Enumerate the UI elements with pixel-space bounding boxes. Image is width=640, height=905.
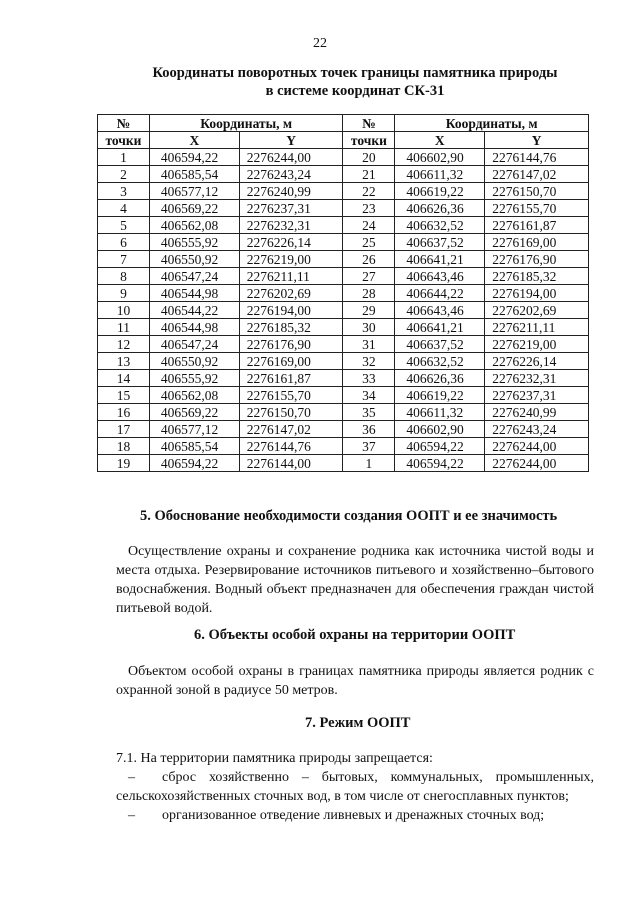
x-value: 406594,22 [149,149,239,166]
y-value: 2276161,87 [485,217,589,234]
x-value: 406594,22 [149,455,239,472]
table-row [98,319,589,336]
y-value: 2276237,31 [485,387,589,404]
x-value: 406544,22 [149,302,239,319]
y-value: 2276202,69 [239,285,343,302]
y-value: 2276237,31 [239,200,343,217]
y-value: 2276185,32 [239,319,343,336]
x-value: 406562,08 [149,387,239,404]
header-y: Y [485,132,589,149]
x-value: 406550,92 [149,251,239,268]
point-number: 8 [98,268,150,285]
list-item-text: сброс хозяйственно – бытовых, коммунальных, промышленных, сельскохозяйственных сточных вод, в том числе от снегосплавных пунктов; [116,770,594,804]
x-value: 406632,52 [395,353,485,370]
point-number: 16 [98,404,150,421]
table-row [98,370,589,387]
x-value: 406555,92 [149,370,239,387]
y-value: 2276211,11 [239,268,343,285]
x-value: 406550,92 [149,353,239,370]
x-value: 406602,90 [395,149,485,166]
table-row [98,421,589,438]
section-5-text: Осуществление охраны и сохранение родника как источника чистой воды и места отдыха. Резервирование источников питьевого и хозяйственно–бытового водоснабжения. Водный объект предназначен для обеспечения граждан чистой питьевой водой. [116,544,594,616]
x-value: 406562,08 [149,217,239,234]
header-x: X [395,132,485,149]
x-value: 406626,36 [395,200,485,217]
point-number: 24 [343,217,395,234]
x-value: 406632,52 [395,217,485,234]
point-number: 1 [98,149,150,166]
x-value: 406644,22 [395,285,485,302]
header-coords: Координаты, м [149,115,343,132]
table-row [98,404,589,421]
point-number: 3 [98,183,150,200]
y-value: 2276144,00 [239,455,343,472]
title-line-1: Координаты поворотных точек границы памятника природы [152,65,558,81]
x-value: 406643,46 [395,268,485,285]
y-value: 2276219,00 [239,251,343,268]
point-number: 34 [343,387,395,404]
section-6-text: Объектом особой охраны в границах памятника природы является родник с охранной зоной в радиусе 50 метров. [116,664,594,698]
table-row [98,234,589,251]
x-value: 406611,32 [395,166,485,183]
table-row [98,438,589,455]
section-7-intro-text: 7.1. На территории памятника природы запрещается: [116,751,433,766]
x-value: 406544,98 [149,319,239,336]
list-dash: – [128,770,135,785]
x-value: 406555,92 [149,234,239,251]
y-value: 2276202,69 [485,302,589,319]
table-header-row [98,115,589,132]
header-num: № [343,115,395,132]
table-row [98,251,589,268]
point-number: 11 [98,319,150,336]
y-value: 2276240,99 [239,183,343,200]
section-5-paragraph [116,542,594,618]
y-value: 2276155,70 [485,200,589,217]
y-value: 2276244,00 [239,149,343,166]
point-number: 28 [343,285,395,302]
section-6-heading: 6. Объекты особой охраны на территории ООПТ [194,627,516,643]
point-number: 25 [343,234,395,251]
y-value: 2276240,99 [485,404,589,421]
x-value: 406611,32 [395,404,485,421]
point-number: 37 [343,438,395,455]
table-row [98,387,589,404]
list-item [116,806,594,825]
table-row [98,302,589,319]
x-value: 406569,22 [149,200,239,217]
y-value: 2276244,00 [485,438,589,455]
point-number: 17 [98,421,150,438]
x-value: 406577,12 [149,421,239,438]
point-number: 7 [98,251,150,268]
point-number: 1 [343,455,395,472]
table-row [98,183,589,200]
header-num-sub: точки [343,132,395,149]
y-value: 2276155,70 [239,387,343,404]
list-item [116,768,594,806]
point-number: 4 [98,200,150,217]
y-value: 2276150,70 [239,404,343,421]
table-row [98,149,589,166]
point-number: 22 [343,183,395,200]
x-value: 406626,36 [395,370,485,387]
y-value: 2276232,31 [485,370,589,387]
x-value: 406619,22 [395,183,485,200]
header-num: № [98,115,150,132]
header-num-sub: точки [98,132,150,149]
x-value: 406643,46 [395,302,485,319]
section-7-intro [116,749,594,768]
x-value: 406637,52 [395,234,485,251]
page-number: 22 [313,36,327,51]
point-number: 2 [98,166,150,183]
point-number: 29 [343,302,395,319]
table-row [98,353,589,370]
y-value: 2276243,24 [239,166,343,183]
y-value: 2276176,90 [485,251,589,268]
x-value: 406594,22 [395,455,485,472]
table-body [98,149,589,472]
table-row [98,336,589,353]
point-number: 20 [343,149,395,166]
coordinates-table [97,114,589,472]
y-value: 2276243,24 [485,421,589,438]
point-number: 19 [98,455,150,472]
point-number: 12 [98,336,150,353]
y-value: 2276194,00 [485,285,589,302]
y-value: 2276219,00 [485,336,589,353]
table-row [98,455,589,472]
x-value: 406637,52 [395,336,485,353]
x-value: 406585,54 [149,438,239,455]
table-row [98,200,589,217]
y-value: 2276147,02 [239,421,343,438]
point-number: 30 [343,319,395,336]
point-number: 36 [343,421,395,438]
y-value: 2276244,00 [485,455,589,472]
y-value: 2276232,31 [239,217,343,234]
x-value: 406641,21 [395,251,485,268]
point-number: 31 [343,336,395,353]
y-value: 2276226,14 [485,353,589,370]
y-value: 2276226,14 [239,234,343,251]
y-value: 2276169,00 [239,353,343,370]
y-value: 2276211,11 [485,319,589,336]
x-value: 406569,22 [149,404,239,421]
list-dash: – [128,808,135,823]
point-number: 10 [98,302,150,319]
y-value: 2276185,32 [485,268,589,285]
point-number: 15 [98,387,150,404]
y-value: 2276169,00 [485,234,589,251]
point-number: 33 [343,370,395,387]
header-x: X [149,132,239,149]
x-value: 406602,90 [395,421,485,438]
y-value: 2276144,76 [239,438,343,455]
point-number: 9 [98,285,150,302]
point-number: 6 [98,234,150,251]
point-number: 27 [343,268,395,285]
point-number: 14 [98,370,150,387]
page-title [100,64,610,100]
section-6-paragraph [116,662,594,700]
y-value: 2276150,70 [485,183,589,200]
x-value: 406594,22 [395,438,485,455]
y-value: 2276161,87 [239,370,343,387]
x-value: 406547,24 [149,268,239,285]
point-number: 5 [98,217,150,234]
y-value: 2276194,00 [239,302,343,319]
list-item-text: организованное отведение ливневых и дренажных сточных вод; [162,808,545,823]
y-value: 2276147,02 [485,166,589,183]
table-subheader-row [98,132,589,149]
y-value: 2276144,76 [485,149,589,166]
x-value: 406544,98 [149,285,239,302]
x-value: 406585,54 [149,166,239,183]
x-value: 406547,24 [149,336,239,353]
point-number: 32 [343,353,395,370]
header-y: Y [239,132,343,149]
x-value: 406619,22 [395,387,485,404]
section-7-heading: 7. Режим ООПТ [305,715,411,731]
point-number: 18 [98,438,150,455]
x-value: 406577,12 [149,183,239,200]
section-5-heading: 5. Обоснование необходимости создания ООПТ и ее значимость [140,508,558,524]
point-number: 21 [343,166,395,183]
header-coords: Координаты, м [395,115,589,132]
table-row [98,217,589,234]
y-value: 2276176,90 [239,336,343,353]
table-row [98,268,589,285]
point-number: 13 [98,353,150,370]
point-number: 35 [343,404,395,421]
title-line-2: в системе координат СК-31 [265,83,445,99]
point-number: 23 [343,200,395,217]
table-row [98,285,589,302]
x-value: 406641,21 [395,319,485,336]
table-row [98,166,589,183]
point-number: 26 [343,251,395,268]
